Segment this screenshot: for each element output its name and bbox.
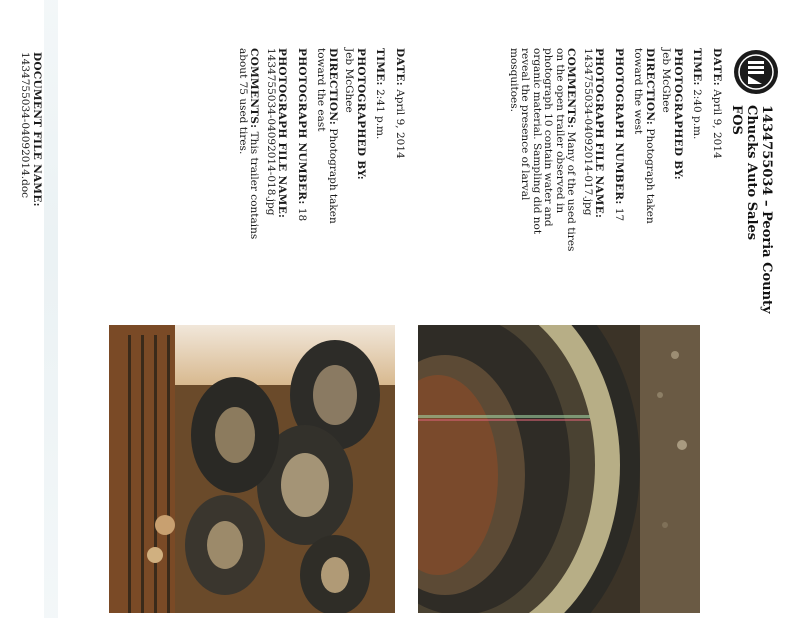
photo-17-photographer [660, 48, 683, 253]
agency-seal-icon [734, 50, 778, 94]
photo-18-photographer [343, 48, 366, 253]
file-label: PHOTOGRAPH FILE NAME: [593, 48, 606, 219]
photo-18-date [394, 48, 406, 253]
comments-label: COMMENTS: [565, 48, 578, 129]
time-label: TIME: [691, 48, 704, 86]
direction-value: Photograph taken toward the east [315, 48, 339, 224]
photograph-18 [109, 325, 395, 613]
comments-value: Many of the used tires on the open trailer observed in photograph 10 contain water and organic material. Sampling did not reveal the presence of larval mosquitoes. [508, 48, 578, 252]
photo-18-direction [315, 48, 338, 253]
title-line-1: 1434755034 – Peoria County [759, 105, 774, 314]
comments-value: This trailer contains about 75 used tires. [237, 48, 261, 240]
photo-17-time [691, 48, 703, 253]
photo-17-comments [508, 48, 577, 253]
file-value: 1434755034-04092014-017.jpg [582, 48, 594, 216]
time-value: 2:41 p.m. [374, 89, 387, 140]
photo-18-caption [229, 48, 406, 253]
number-label: PHOTOGRAPH NUMBER: [613, 48, 625, 205]
time-value: 2:40 p.m. [691, 89, 704, 140]
comments-label: COMMENTS: [248, 48, 261, 129]
photo-17-caption [500, 48, 723, 253]
photo-17-file [582, 48, 605, 253]
title-line-3: FOS [729, 105, 744, 135]
photo-17-direction [632, 48, 655, 253]
time-label: TIME: [374, 48, 387, 86]
file-value: 1434755034-04092014-018.jpg [265, 48, 277, 216]
number-value: 18 [296, 207, 308, 222]
report-title [729, 105, 774, 605]
document-footer [19, 52, 42, 452]
photographer-label: PHOTOGRAPHED BY: [672, 48, 684, 180]
direction-label: DIRECTION: [644, 48, 656, 126]
date-label: DATE: [394, 48, 406, 86]
direction-value: Photograph taken toward the west [632, 48, 656, 224]
scan-artifact-band [44, 0, 58, 618]
number-value: 17 [613, 207, 625, 222]
photo-18-comments [237, 48, 260, 253]
title-line-2: Chucks Auto Sales [744, 105, 759, 241]
photo-18-number [296, 48, 308, 253]
direction-label: DIRECTION: [327, 48, 339, 126]
photograph-17 [418, 325, 700, 613]
photographer-label: PHOTOGRAPHED BY: [355, 48, 367, 180]
file-label: PHOTOGRAPH FILE NAME: [276, 48, 289, 219]
photo-17-number [613, 48, 625, 253]
document-file-value: 1434755034-04092014.doc [19, 52, 32, 199]
document-file-label: DOCUMENT FILE NAME: [31, 52, 43, 207]
photo-18-file [265, 48, 288, 253]
date-value: April 9, 2014 [711, 89, 723, 159]
photographer-value: Jeb McGhee [343, 48, 356, 113]
photo-17-date [711, 48, 723, 253]
photographer-value: Jeb McGhee [660, 48, 673, 113]
date-value: April 9, 2014 [394, 89, 406, 159]
date-label: DATE: [711, 48, 723, 86]
number-label: PHOTOGRAPH NUMBER: [296, 48, 308, 205]
photo-18-time [374, 48, 386, 253]
